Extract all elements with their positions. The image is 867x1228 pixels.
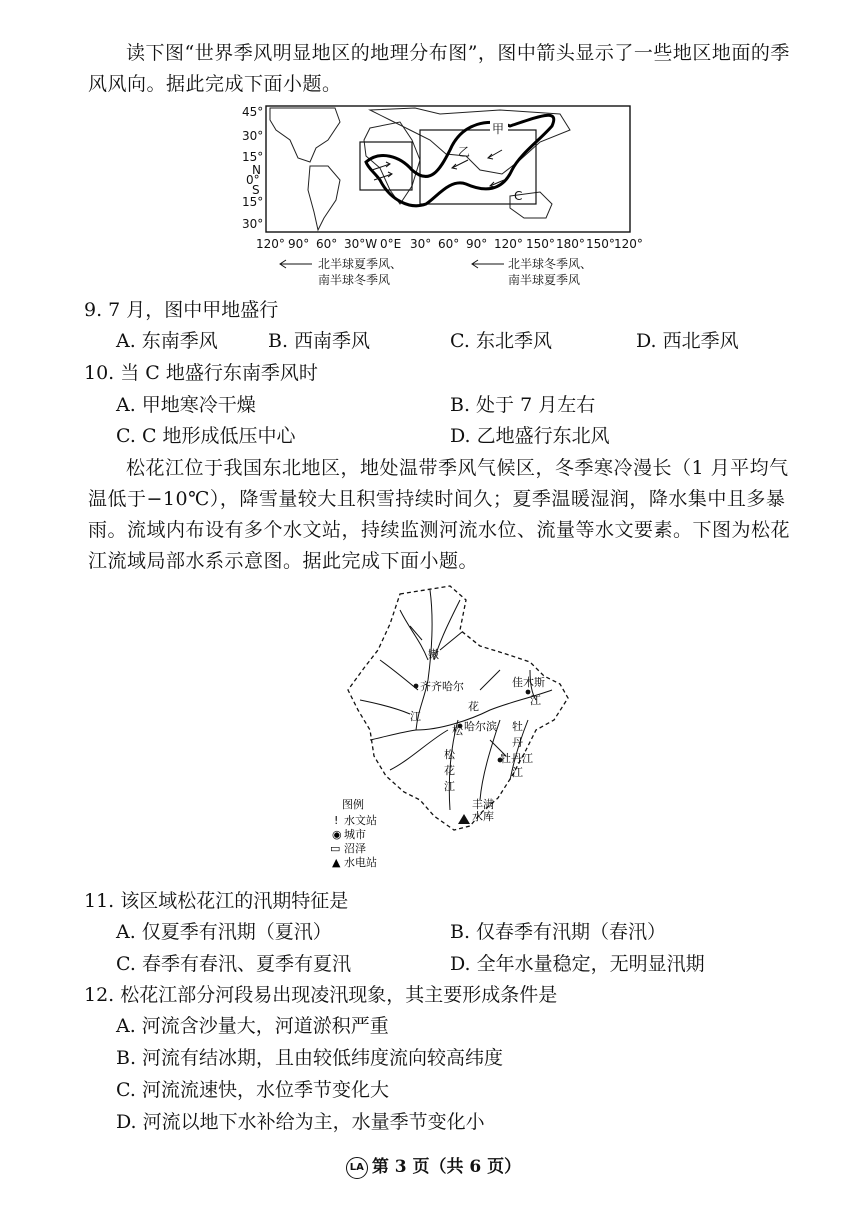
place-label-yi: 乙 xyxy=(458,145,471,159)
intro-paragraph-2: 松花江位于我国东北地区，地处温带季风气候区，冬季寒冷漫长（1 月平均气温低于−10℃），降雪量较大且积雪持续时间久；夏季温暖湿润，降水集中且多暴雨。流域内布设有多个水文站，持续监测河流水位、流量等水文要素。下图为松花江流域局部水系示意图。据此完成下面小题。 xyxy=(88,457,791,572)
lon-label: 60° xyxy=(438,237,460,251)
la-logo-icon: LA xyxy=(346,1157,368,1179)
lon-label: 60° xyxy=(316,237,338,251)
world-monsoon-map-svg xyxy=(240,100,643,290)
map-label-dan: 丹 xyxy=(512,736,523,749)
legend-left-line1: 北半球夏季风、 xyxy=(318,257,403,271)
svg-text:▭: ▭ xyxy=(330,842,341,855)
map-label-jiang2: 江 xyxy=(530,694,541,707)
lon-label: 30°W xyxy=(344,237,378,251)
svg-text:◉: ◉ xyxy=(332,828,342,841)
lon-label: 30° xyxy=(410,237,432,251)
question-9-stem: 9. 7 月，图中甲地盛行 xyxy=(84,299,279,321)
map-label-song2: 松 xyxy=(444,748,455,761)
question-11-option-d[interactable]: D. 全年水量稳定，无明显汛期 xyxy=(450,953,705,975)
lon-label: 120° xyxy=(494,237,523,251)
map-label-jiang1: 江 xyxy=(410,710,421,723)
lon-label: 150° xyxy=(526,237,555,251)
map-label-qiqihar: 齐齐哈尔 xyxy=(420,680,464,693)
question-12-option-d[interactable]: D. 河流以地下水补给为主，水量季节变化小 xyxy=(116,1111,485,1133)
songhua-river-map-svg xyxy=(330,580,600,880)
lon-label: 120° xyxy=(614,237,643,251)
map-label-song: 松 xyxy=(452,724,463,737)
svg-text:▲: ▲ xyxy=(332,856,341,869)
page-number: 第 3 页（共 6 页） xyxy=(371,1157,522,1177)
map-label-nen: 嫩 xyxy=(428,648,439,661)
legend-right-line2: 南半球夏季风 xyxy=(508,273,581,287)
map-label-fengman: 丰满 xyxy=(472,798,494,811)
map-label-hua: 花 xyxy=(468,700,479,713)
lat-label: 15° xyxy=(242,195,264,209)
intro-paragraph-1: 读下图“世界季风明显地区的地理分布图”，图中箭头显示了一些地区地面的季风风向。据此完成下面小题。 xyxy=(88,42,790,95)
question-10-option-c[interactable]: C. C 地形成低压中心 xyxy=(116,425,296,447)
question-9-option-d[interactable]: D. 西北季风 xyxy=(636,330,739,352)
svg-text:!: ! xyxy=(334,814,339,827)
map-label-harbin: 哈尔滨 xyxy=(464,720,497,733)
map-label-mu: 牡 xyxy=(512,720,523,733)
place-label-jia: 甲 xyxy=(492,122,505,136)
lon-label: 180° xyxy=(556,237,585,251)
lat-label: 0° xyxy=(246,173,260,187)
map-legend-hydropower: 水电站 xyxy=(344,856,377,869)
lon-label: 120° xyxy=(256,237,285,251)
question-9-option-b[interactable]: B. 西南季风 xyxy=(268,330,371,352)
songhua-river-map xyxy=(330,580,600,884)
question-11-option-b[interactable]: B. 仅春季有汛期（春汛） xyxy=(450,921,667,943)
question-11-option-a[interactable]: A. 仅夏季有汛期（夏汛） xyxy=(116,921,332,943)
lat-label: 30° xyxy=(242,129,264,143)
map-label-jiamusi: 佳木斯 xyxy=(512,676,545,689)
lat-label: S xyxy=(252,183,260,197)
question-10-option-a[interactable]: A. 甲地寒冷干燥 xyxy=(116,394,256,416)
question-10-option-b[interactable]: B. 处于 7 月左右 xyxy=(450,394,596,416)
question-12-option-a[interactable]: A. 河流含沙量大，河道淤积严重 xyxy=(116,1015,389,1037)
lat-label: 45° xyxy=(242,105,264,119)
question-12-option-b[interactable]: B. 河流有结冰期，且由较低纬度流向较高纬度 xyxy=(116,1047,504,1069)
map-legend-title: 图例 xyxy=(342,798,364,811)
place-label-c: C xyxy=(514,189,523,203)
question-9-option-a[interactable]: A. 东南季风 xyxy=(116,330,218,352)
map-label-dam: 水库 xyxy=(472,810,494,823)
legend-right-line1: 北半球冬季风、 xyxy=(508,257,593,271)
lat-label: 15° xyxy=(242,150,264,164)
map-label-hua2: 花 xyxy=(444,764,455,777)
map-legend-marsh: 沼泽 xyxy=(344,842,366,855)
legend-left-line2: 南半球冬季风 xyxy=(318,273,391,287)
page-footer xyxy=(0,1152,867,1179)
lat-label: 30° xyxy=(242,217,264,231)
lon-label: 0°E xyxy=(380,237,402,251)
question-10-stem: 10. 当 C 地盛行东南季风时 xyxy=(84,362,318,384)
world-monsoon-map xyxy=(240,100,643,294)
map-legend-hydrostation: 水文站 xyxy=(344,814,377,827)
question-11-stem: 11. 该区域松花江的汛期特征是 xyxy=(84,890,349,912)
question-11-option-c[interactable]: C. 春季有春汛、夏季有夏汛 xyxy=(116,953,351,975)
lon-label: 90° xyxy=(288,237,310,251)
lat-label: N xyxy=(252,163,261,177)
map-label-mudanjiang: 牡丹江 xyxy=(500,752,533,765)
lon-label: 90° xyxy=(466,237,488,251)
question-9-option-c[interactable]: C. 东北季风 xyxy=(450,330,552,352)
map-label-jiang4: 江 xyxy=(444,780,455,793)
question-12-option-c[interactable]: C. 河流流速快，水位季节变化大 xyxy=(116,1079,389,1101)
lon-label: 150° xyxy=(586,237,615,251)
map-label-jiang3: 江 xyxy=(512,766,523,779)
question-10-option-d[interactable]: D. 乙地盛行东北风 xyxy=(450,425,610,447)
map-legend-city: 城市 xyxy=(344,828,366,841)
question-12-stem: 12. 松花江部分河段易出现凌汛现象，其主要形成条件是 xyxy=(84,984,558,1006)
